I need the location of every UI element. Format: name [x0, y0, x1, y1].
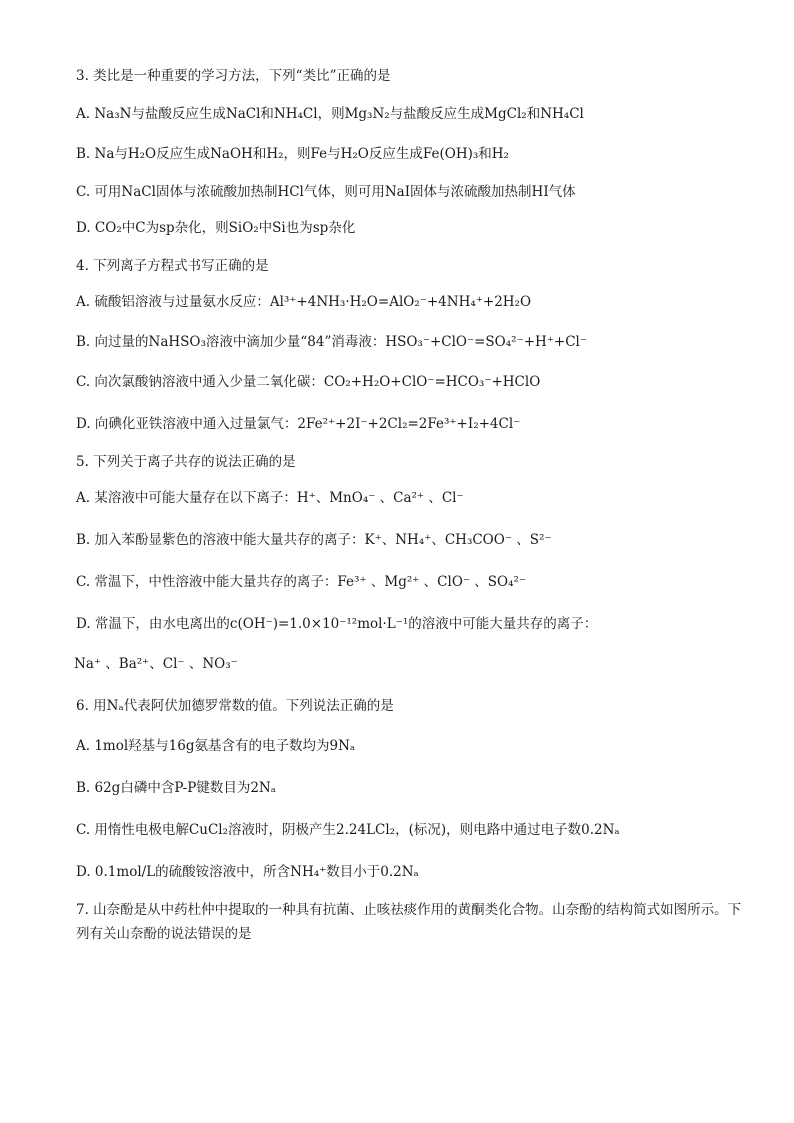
question-3-option-c: C. 可用NaCl固体与浓硫酸加热制HCl气体，则可用NaI固体与浓硫酸加热制HI气体 [76, 184, 576, 200]
question-4-stem: 4. 下列离子方程式书写正确的是 [76, 258, 269, 274]
question-5-stem: 5. 下列关于离子共存的说法正确的是 [76, 454, 296, 470]
question-4-option-d: D. 向碘化亚铁溶液中通入过量氯气：2Fe²⁺+2I⁻+2Cl₂=2Fe³⁺+I₂+4Cl⁻ [76, 416, 521, 432]
question-6-stem: 6. 用Nₐ代表阿伏加德罗常数的值。下列说法正确的是 [76, 698, 394, 714]
question-6-option-b: B. 62g白磷中含P-P键数目为2Nₐ [76, 780, 276, 796]
question-3-option-b: B. Na与H₂O反应生成NaOH和H₂，则Fe与H₂O反应生成Fe(OH)₃和H₂ [76, 146, 509, 162]
question-3-option-a: A. Na₃N与盐酸反应生成NaCl和NH₄Cl，则Mg₃N₂与盐酸反应生成MgCl₂和NH₄Cl [76, 106, 584, 122]
question-6-option-a: A. 1mol羟基与16g氨基含有的电子数均为9Nₐ [76, 738, 356, 754]
question-5-option-b: B. 加入苯酚显紫色的溶液中能大量共存的离子：K⁺、NH₄⁺、CH₃COO⁻ 、S²⁻ [76, 532, 552, 548]
question-5-option-a: A. 某溶液中可能大量存在以下离子：H⁺、MnO₄⁻ 、Ca²⁺ 、Cl⁻ [76, 490, 464, 506]
question-4-option-c: C. 向次氯酸钠溶液中通入少量二氧化碳：CO₂+H₂O+ClO⁻=HCO₃⁻+HClO [76, 374, 541, 390]
question-4-option-b: B. 向过量的NaHSO₃溶液中滴加少量“84”消毒液：HSO₃⁻+ClO⁻=SO₄²⁻+H⁺+Cl⁻ [76, 334, 587, 350]
question-5-option-d: D. 常温下，由水电离出的c(OH⁻)=1.0×10⁻¹²mol·L⁻¹的溶液中可能大量共存的离子： [76, 616, 598, 632]
question-4-option-a: A. 硫酸铝溶液与过量氨水反应：Al³⁺+4NH₃·H₂O=AlO₂⁻+4NH₄⁺+2H₂O [76, 294, 532, 310]
question-7-stem: 7. 山奈酚是从中药杜仲中提取的一种具有抗菌、止咳祛痰作用的黄酮类化合物。山奈酚的结构简式如图所示。下列有关山奈酚的说法错误的是 [76, 902, 742, 942]
question-6-option-d: D. 0.1mol/L的硫酸铵溶液中，所含NH₄⁺数目小于0.2Nₐ [76, 864, 419, 880]
question-5-option-c: C. 常温下，中性溶液中能大量共存的离子：Fe³⁺ 、Mg²⁺ 、ClO⁻ 、SO₄²⁻ [76, 574, 527, 590]
question-3-option-d: D. CO₂中C为sp杂化，则SiO₂中Si也为sp杂化 [76, 220, 356, 236]
question-6-option-c: C. 用惰性电极电解CuCl₂溶液时，阴极产生2.24LCl₂，(标况)，则电路中通过电子数0.2Nₐ [76, 822, 620, 838]
question-5-option-d-continued: Na⁺ 、Ba²⁺、Cl⁻ 、NO₃⁻ [74, 656, 238, 672]
question-3-stem: 3. 类比是一种重要的学习方法，下列“类比”正确的是 [76, 68, 391, 84]
